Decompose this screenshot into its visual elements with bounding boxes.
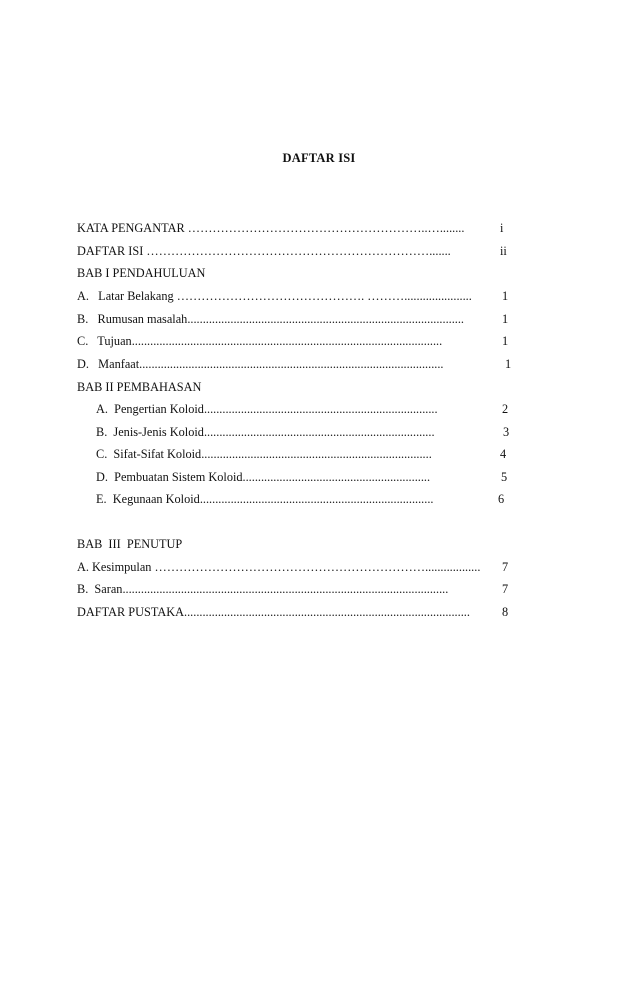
toc-page-number: 3 <box>503 425 510 439</box>
toc-page-number: 4 <box>500 447 507 461</box>
toc-entry-kegunaan-koloid <box>96 491 498 507</box>
toc-page-number: 8 <box>502 605 509 619</box>
toc-chapter-heading <box>77 265 497 281</box>
toc-entry-label: BAB I PENDAHULUAN <box>77 266 206 280</box>
toc-entry-label: B. Saran <box>77 582 123 596</box>
toc-leader-dots: …………………………………………………..…........ <box>187 221 465 235</box>
toc-entry-tujuan <box>77 333 501 349</box>
toc-leader-dots: ……………………………………………………………....... <box>146 244 451 258</box>
toc-leader-dots: ............................................................................................. <box>184 605 470 619</box>
toc-chapter-heading <box>77 536 497 552</box>
toc-leader-dots: .......................................................................................... <box>187 312 465 326</box>
toc-entry-label: D. Pembuatan Sistem Koloid <box>96 470 243 484</box>
toc-leader-dots: ..................................................................................................... <box>131 334 443 348</box>
toc-leader-dots: ........................................................................... <box>201 447 432 461</box>
toc-page-number: 2 <box>502 402 509 416</box>
toc-entry-label: BAB III PENUTUP <box>77 537 183 551</box>
toc-entry-kesimpulan <box>77 559 494 575</box>
toc-entry-label: B. Rumusan masalah <box>77 312 188 326</box>
toc-leader-dots: ............................................................. <box>242 470 431 484</box>
toc-chapter-heading <box>77 379 497 395</box>
toc-page-number: 7 <box>502 560 509 574</box>
toc-entry-daftar-pustaka <box>77 604 494 620</box>
toc-page-number: 6 <box>498 492 505 506</box>
toc-entry-label: C. Sifat-Sifat Koloid <box>96 447 202 461</box>
toc-entry-label: D. Manfaat <box>77 357 140 371</box>
toc-entry-label: KATA PENGANTAR <box>77 221 188 235</box>
toc-entry-label: B. Jenis-Jenis Koloid <box>96 425 204 439</box>
toc-entry-manfaat <box>77 356 504 372</box>
toc-entry-label: A. Pengertian Koloid <box>96 402 204 416</box>
toc-entry-label: E. Kegunaan Koloid <box>96 492 200 506</box>
toc-entry-sifat-sifat-koloid <box>96 446 500 462</box>
toc-leader-dots: .......................................................................................................... <box>122 582 449 596</box>
toc-page-number: 1 <box>502 312 509 326</box>
toc-leader-dots: ............................................................................ <box>199 492 434 506</box>
toc-entry-rumusan-masalah <box>77 311 498 327</box>
toc-entry-pembuatan-sistem-koloid <box>96 469 501 485</box>
toc-page-number: ii <box>500 244 507 258</box>
toc-page-number: 1 <box>505 357 512 371</box>
toc-entry-jenis-jenis-koloid <box>96 424 503 440</box>
page-title: DAFTAR ISI <box>282 151 356 165</box>
toc-page-number: 1 <box>502 334 509 348</box>
toc-leader-dots: ................................................................................................... <box>139 357 444 371</box>
toc-page-number: 7 <box>502 582 509 596</box>
toc-leader-dots: ………………………………………………………….................. <box>154 560 481 574</box>
toc-leader-dots: ………………………………………. ………...................... <box>176 289 472 303</box>
toc-page-number: 1 <box>502 289 509 303</box>
toc-entry-label: C. Tujuan <box>77 334 132 348</box>
toc-entry-pengertian-koloid <box>96 401 502 417</box>
toc-entry-latar-belakang <box>77 288 498 304</box>
toc-entry-saran <box>77 581 494 597</box>
toc-page-number: i <box>500 221 504 235</box>
toc-page-number: 5 <box>501 470 508 484</box>
toc-leader-dots: ............................................................................ <box>203 402 438 416</box>
toc-entry-kata-pengantar <box>77 220 498 236</box>
toc-leader-dots: ........................................................................... <box>203 425 435 439</box>
toc-entry-label: A. Kesimpulan <box>77 560 155 574</box>
toc-entry-label: A. Latar Belakang <box>77 289 177 303</box>
toc-entry-daftar-isi <box>77 243 480 259</box>
toc-entry-label: DAFTAR ISI <box>77 244 147 258</box>
toc-entry-label: DAFTAR PUSTAKA <box>77 605 185 619</box>
toc-entry-label: BAB II PEMBAHASAN <box>77 380 202 394</box>
